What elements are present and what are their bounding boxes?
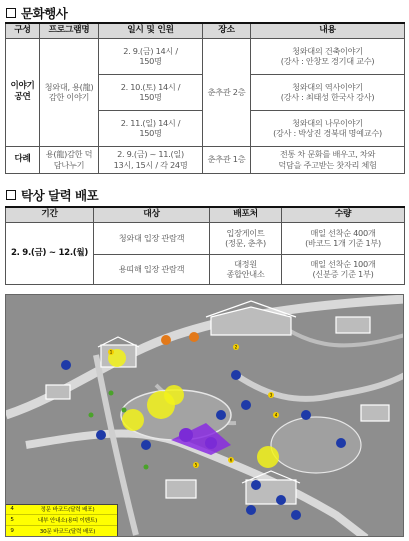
table-header-row [6, 207, 405, 222]
number-marker-label: 5 [194, 462, 198, 468]
map-drawing [6, 295, 404, 537]
table-header-row [6, 23, 405, 38]
person-icon [161, 335, 171, 345]
schedule-date: 2. 9.(금) ~ 11.(일) [117, 149, 184, 160]
table-row [6, 38, 405, 74]
person-icon [291, 510, 301, 520]
green-dot [122, 408, 127, 413]
place-cell: 춘추관 1층 [203, 146, 251, 173]
green-dot [89, 413, 94, 418]
location-line: 대정원 [234, 258, 257, 269]
site-map [5, 294, 404, 537]
map-garden [271, 417, 361, 473]
schedule-count: 13시, 15시 / 각 24명 [113, 159, 188, 170]
target-cell: 청와대 입장 관람객 [94, 222, 210, 254]
header-period: 기간 [6, 207, 94, 222]
location-line: 입장게이트 [226, 227, 265, 238]
section-title-text: 문화행사 [21, 6, 68, 21]
schedule-date: 2. 9.(금) 14시 / [123, 45, 178, 56]
header-category: 구성 [6, 23, 40, 38]
header-program: 프로그램명 [40, 23, 99, 38]
category-cell: 다례 [6, 146, 40, 173]
header-location: 배포처 [210, 207, 282, 222]
content-line: (강사 : 박상진 경북대 명예교수) [273, 128, 382, 138]
building [46, 385, 70, 399]
event-zone-marker [179, 428, 193, 442]
person-icon [216, 410, 226, 420]
target-cell: 용띠해 입장 관람객 [94, 254, 210, 284]
building [361, 405, 389, 421]
content-line: 전통 차 문화를 배우고, 차와 [279, 149, 376, 160]
content-line: 청와대의 역사이야기 [292, 81, 363, 92]
table-row [6, 146, 405, 173]
person-icon [336, 438, 346, 448]
place-cell: 춘추관 2층 [203, 38, 251, 146]
content-cell [251, 38, 405, 74]
person-icon [96, 430, 106, 440]
building [336, 317, 370, 333]
header-place: 장소 [203, 23, 251, 38]
legend-number: 9 [10, 527, 14, 534]
content-line: (강사 : 최태성 한국사 강사) [280, 92, 375, 102]
culture-events-table [5, 22, 405, 174]
highlight-zone [257, 446, 279, 468]
person-icon [241, 400, 251, 410]
person-icon [141, 440, 151, 450]
schedule-count: 150명 [139, 128, 162, 138]
header-target: 대상 [94, 207, 210, 222]
calendar-distribution-table [5, 206, 405, 285]
quantity-cell [282, 222, 405, 254]
green-dot [109, 391, 114, 396]
section-title-calendar [6, 186, 98, 204]
location-cell [210, 254, 282, 284]
legend-text: 내부 안내소(용띠 이벤트) [37, 517, 98, 524]
schedule-cell [99, 74, 203, 110]
schedule-date: 2. 11.(일) 14시 / [120, 117, 181, 128]
number-marker-label: 3 [269, 392, 273, 398]
checkbox-square-icon [6, 8, 16, 18]
highlight-zone [164, 385, 184, 405]
header-schedule: 일시 및 인원 [99, 23, 203, 38]
person-icon [231, 370, 241, 380]
header-content: 내용 [251, 23, 405, 38]
content-cell [251, 110, 405, 146]
schedule-cell [99, 110, 203, 146]
content-cell [251, 146, 405, 173]
legend-number: 4 [10, 506, 14, 513]
person-icon [276, 495, 286, 505]
building [166, 480, 196, 498]
content-line: 덕담을 주고받는 찻자리 체험 [278, 159, 377, 170]
program-cell: 청와대, 용(龍)감한 이야기 [40, 38, 99, 146]
quantity-line: 매일 선착순 100개 [310, 258, 376, 269]
schedule-cell [99, 146, 203, 173]
number-marker-label: 1 [109, 349, 113, 355]
event-zone-marker [205, 437, 217, 449]
person-icon [61, 360, 71, 370]
content-cell [251, 74, 405, 110]
legend-text: 30문 바코드(달력 배포) [39, 528, 96, 535]
highlight-zone [122, 409, 144, 431]
content-line: (강사 : 안창모 경기대 교수) [280, 56, 375, 66]
legend-item [6, 505, 117, 516]
number-marker-label: 4 [274, 412, 278, 418]
quantity-line: (신분증 기준 1부) [312, 269, 374, 279]
location-cell [210, 222, 282, 254]
schedule-cell [99, 38, 203, 74]
schedule-count: 150명 [139, 92, 162, 102]
number-marker-label: 2 [234, 344, 238, 350]
checkbox-square-icon [6, 190, 16, 200]
map-legend [6, 504, 118, 537]
section-title-text: 탁상 달력 배포 [21, 188, 99, 203]
quantity-cell [282, 254, 405, 284]
legend-item [6, 515, 117, 526]
category-cell: 이야기 공연 [6, 38, 40, 146]
legend-item [6, 526, 117, 537]
section-title-culture [6, 4, 67, 22]
person-icon [246, 505, 256, 515]
person-icon [301, 410, 311, 420]
schedule-date: 2. 10.(토) 14시 / [120, 81, 181, 92]
person-icon [189, 332, 199, 342]
table-row [6, 222, 405, 254]
legend-text: 정문 바코드(달력 배포) [40, 507, 95, 514]
quantity-line: (바코드 1개 기준 1부) [305, 238, 381, 248]
person-icon [251, 480, 261, 490]
content-line: 청와대의 건축이야기 [292, 45, 363, 56]
program-cell: 용(龍)감한 덕담나누기 [40, 146, 99, 173]
period-cell: 2. 9.(금) ~ 12.(월) [6, 222, 94, 284]
location-line: (정문, 춘추) [225, 238, 266, 248]
location-line: 종합안내소 [226, 269, 265, 279]
quantity-line: 매일 선착순 400개 [310, 227, 376, 238]
content-line: 청와대의 나무이야기 [292, 117, 363, 128]
header-quantity: 수량 [282, 207, 405, 222]
legend-number: 5 [10, 516, 14, 523]
schedule-count: 150명 [139, 56, 162, 66]
number-marker-label: 6 [229, 457, 233, 463]
green-dot [144, 465, 149, 470]
